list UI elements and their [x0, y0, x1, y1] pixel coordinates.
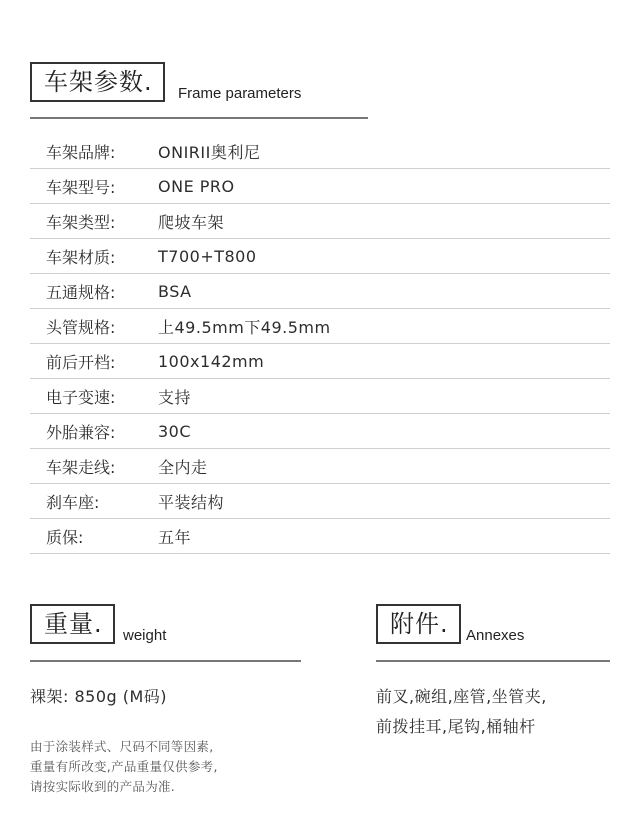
frame-section-title: 车架参数. — [30, 62, 165, 102]
spec-label: 刹车座: — [46, 492, 100, 512]
spec-row-bottom-bracket — [30, 274, 610, 309]
spec-label: 车架走线: — [46, 457, 116, 477]
spec-value: 支持 — [158, 387, 192, 407]
spec-value: T700+T800 — [158, 246, 257, 266]
spec-label: 电子变速: — [46, 387, 116, 407]
spec-row-brand — [30, 134, 610, 169]
spec-row-axle-spacing — [30, 344, 610, 379]
spec-label: 车架材质: — [46, 247, 116, 267]
spec-value: 爬坡车架 — [158, 212, 225, 232]
spec-value: 上49.5mm下49.5mm — [158, 317, 331, 337]
spec-row-tire-clearance — [30, 414, 610, 449]
weight-section-title: 重量. — [30, 604, 115, 644]
annex-section-divider — [376, 660, 610, 662]
spec-label: 车架类型: — [46, 212, 116, 232]
spec-value: ONE PRO — [158, 176, 235, 196]
weight-value: 裸架: 850g (M码) — [30, 687, 168, 706]
spec-value: 30C — [158, 421, 192, 441]
spec-label: 外胎兼容: — [46, 422, 116, 442]
spec-value: 五年 — [158, 527, 192, 547]
annex-list-line: 前叉,碗组,座管,坐管夹, — [376, 687, 547, 706]
spec-row-material — [30, 239, 610, 274]
spec-label: 前后开档: — [46, 352, 116, 372]
spec-table — [30, 134, 610, 554]
spec-label: 车架型号: — [46, 177, 116, 197]
annex-section-title: 附件. — [376, 604, 461, 644]
spec-row-warranty — [30, 519, 610, 554]
weight-section-subtitle: weight — [123, 627, 167, 644]
spec-row-brake-mount — [30, 484, 610, 519]
weight-note-line: 由于涂装样式、尺码不同等因素, — [30, 739, 214, 754]
spec-value: ONIRII奥利尼 — [158, 142, 261, 162]
spec-label: 头管规格: — [46, 317, 116, 337]
spec-row-cable-routing — [30, 449, 610, 484]
annex-section-subtitle: Annexes — [466, 627, 525, 644]
spec-row-type — [30, 204, 610, 239]
spec-row-head-tube — [30, 309, 610, 344]
spec-value: BSA — [158, 281, 192, 301]
weight-note-line: 重量有所改变,产品重量仅供参考, — [30, 759, 218, 774]
frame-section-divider — [30, 117, 368, 119]
spec-label: 质保: — [46, 527, 84, 547]
spec-value: 平装结构 — [158, 492, 225, 512]
weight-section-divider — [30, 660, 301, 662]
spec-row-electronic-shifting — [30, 379, 610, 414]
spec-label: 车架品牌: — [46, 142, 116, 162]
annex-list-line: 前拨挂耳,尾钩,桶轴杆 — [376, 717, 536, 736]
weight-note-line: 请按实际收到的产品为准. — [30, 779, 176, 794]
spec-value: 全内走 — [158, 457, 208, 477]
spec-label: 五通规格: — [46, 282, 116, 302]
spec-value: 100x142mm — [158, 351, 265, 371]
spec-row-model — [30, 169, 610, 204]
frame-section-subtitle: Frame parameters — [178, 85, 302, 102]
